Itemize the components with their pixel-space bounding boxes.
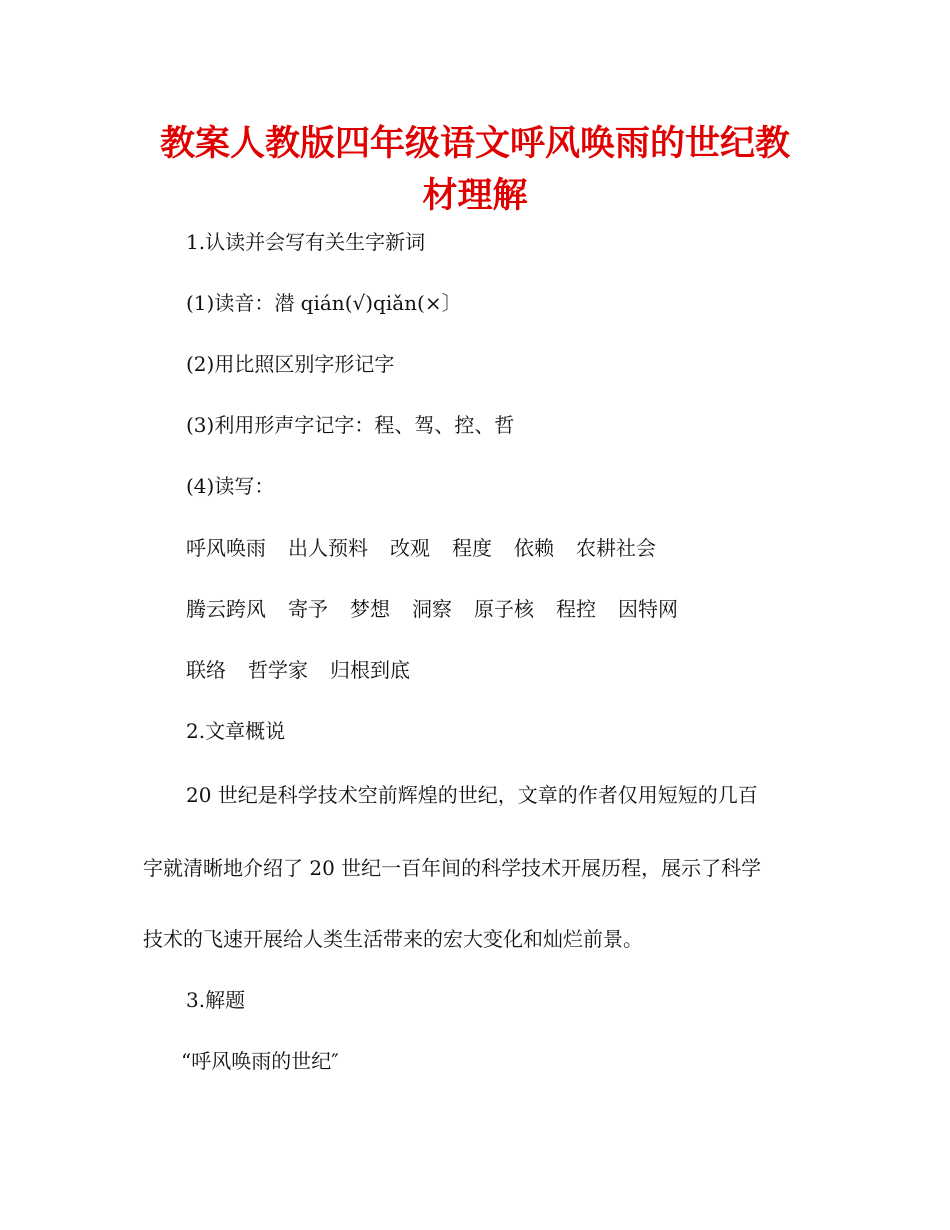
word: 农耕社会 bbox=[576, 536, 656, 560]
word-list-row-3 bbox=[186, 657, 410, 683]
word: 因特网 bbox=[618, 597, 678, 621]
word: 联络 bbox=[186, 658, 226, 682]
word: 改观 bbox=[390, 536, 430, 560]
word: 依赖 bbox=[514, 536, 554, 560]
word: 程控 bbox=[556, 597, 596, 621]
word: 出人预料 bbox=[288, 536, 368, 560]
document-title bbox=[100, 118, 850, 222]
word: 腾云跨风 bbox=[186, 597, 266, 621]
overview-paragraph-line-2: 字就清晰地介绍了 20 世纪一百年间的科学技术开展历程，展示了科学 bbox=[143, 856, 762, 880]
word: 程度 bbox=[452, 536, 492, 560]
word: 呼风唤雨 bbox=[186, 536, 266, 560]
word-list-row-1 bbox=[186, 535, 656, 561]
word: 哲学家 bbox=[248, 658, 308, 682]
word: 归根到底 bbox=[330, 658, 410, 682]
word: 寄予 bbox=[288, 597, 328, 621]
word: 原子核 bbox=[474, 597, 534, 621]
word: 梦想 bbox=[350, 597, 390, 621]
pronunciation-item: (1)读音：潜 qián(√)qiǎn(×〕 bbox=[186, 291, 462, 315]
section-2-heading: 2.文章概说 bbox=[186, 719, 286, 743]
read-write-item: (4)读写： bbox=[186, 474, 275, 498]
comparison-item: (2)用比照区别字形记字 bbox=[186, 352, 395, 376]
word-list-row-2 bbox=[186, 596, 678, 622]
title-line-2: 材理解 bbox=[422, 176, 528, 216]
quoted-title: “呼风唤雨的世纪″ bbox=[181, 1049, 339, 1073]
section-3-heading: 3.解题 bbox=[186, 988, 246, 1012]
word: 洞察 bbox=[412, 597, 452, 621]
overview-paragraph-line-1: 20 世纪是科学技术空前辉煌的世纪，文章的作者仅用短短的几百 bbox=[186, 783, 758, 807]
section-1-heading: 1.认读并会写有关生字新词 bbox=[186, 230, 426, 254]
phonetic-character-item: (3)利用形声字记字：程、驾、控、哲 bbox=[186, 413, 515, 437]
overview-paragraph-line-3: 技术的飞速开展给人类生活带来的宏大变化和灿烂前景。 bbox=[143, 927, 643, 951]
title-line-1: 教案人教版四年级语文呼风唤雨的世纪教 bbox=[159, 124, 790, 164]
